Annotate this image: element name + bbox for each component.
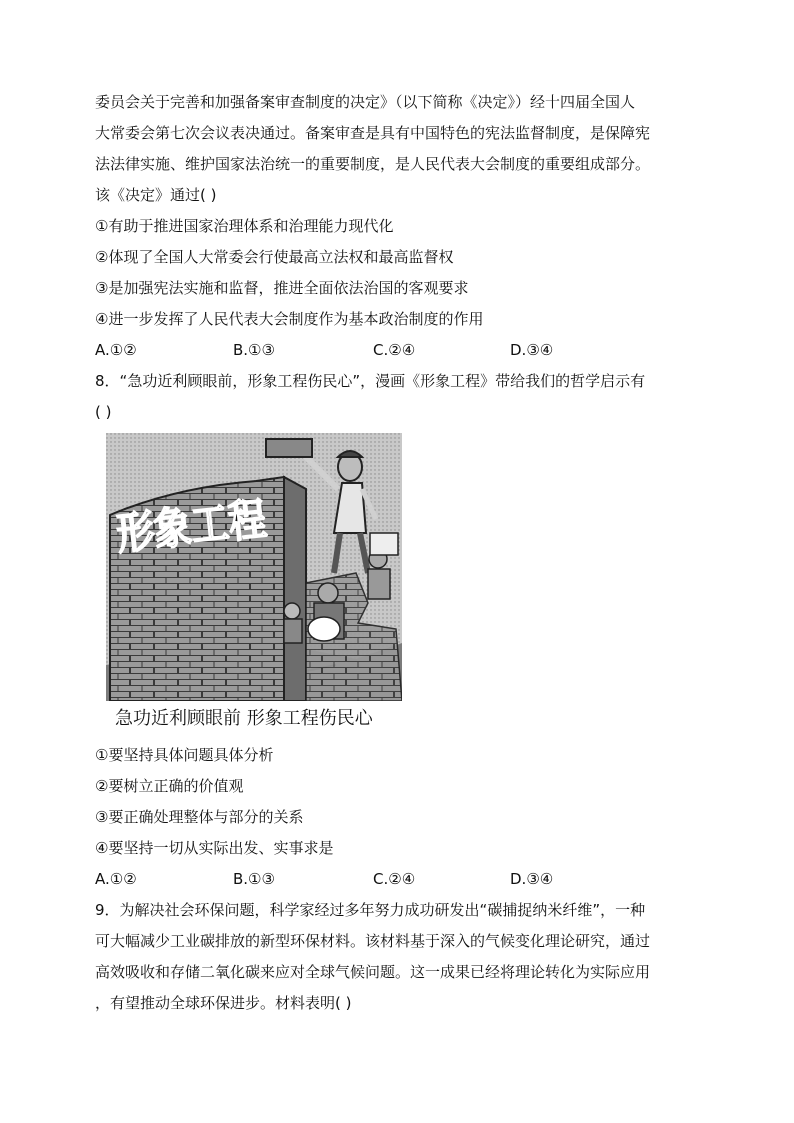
question-8-statement-4: ④要坚持一切从实际出发、实事求是 [95,839,334,857]
question-7-statement-4: ④进一步发挥了人民代表大会制度作为基本政治制度的作用 [95,310,484,328]
question-8-statement-2: ②要树立正确的价值观 [95,777,244,795]
question-7-line-2: 大常委会第七次会议表决通过。备案审查是具有中国特色的宪法监督制度，是保障宪 [95,124,651,142]
question-7-option-c: C.②④ [373,341,416,359]
question-8-option-c: C.②④ [373,870,416,888]
question-8-option-a: A.①② [95,870,137,888]
question-9 [95,900,715,1013]
question-8-statement-1: ①要坚持具体问题具体分析 [95,746,274,764]
exam-page [95,92,715,1024]
question-8-option-d: D.③④ [510,870,554,888]
question-7-statement-3: ③是加强宪法实施和监督，推进全面依法治国的客观要求 [95,279,469,297]
question-8-statement-3: ③要正确处理整体与部分的关系 [95,808,304,826]
question-9-line-2: 可大幅减少工业碳排放的新型环保材料。该材料基于深入的气候变化理论研究，通过 [95,932,651,950]
cartoon-caption: 急功近利顾眼前 形象工程伤民心 [115,708,373,729]
question-7-line-3: 法法律实施、维护国家法治统一的重要制度，是人民代表大会制度的重要组成部分。 [95,155,651,173]
question-8-options [95,869,715,889]
question-8-option-b: B.①③ [233,870,275,888]
wall-text: 形象工程 [114,491,295,561]
question-7-option-a: A.①② [95,341,137,359]
question-7-option-d: D.③④ [510,341,554,359]
question-7-statement-1: ①有助于推进国家治理体系和治理能力现代化 [95,217,394,235]
question-9-line-4: ，有望推动全球环保进步。材料表明( ) [95,994,352,1012]
question-7-option-b: B.①③ [233,341,275,359]
question-7-statement-2: ②体现了全国人大常委会行使最高立法权和最高监督权 [95,248,454,266]
question-9-line-1: 9．为解决社会环保问题，科学家经过多年努力成功研发出“碳捕捉纳米纤维”，一种 [95,901,646,919]
question-8-line-2: ( ) [95,403,112,421]
question-8-line-1: 8．“急功近利顾眼前，形象工程伤民心”，漫画《形象工程》带给我们的哲学启示有 [95,372,646,390]
question-7-options [95,340,715,360]
question-7 [95,92,715,360]
question-8 [95,371,715,889]
question-9-line-3: 高效吸收和存储二氧化碳来应对全球气候问题。这一成果已经将理论转化为实际应用 [95,963,651,981]
question-7-line-1: 委员会关于完善和加强备案审查制度的决定》（以下简称《决定》）经十四届全国人 [95,93,636,111]
question-7-line-4: 该《决定》通过( ) [95,186,217,204]
cartoon-illustration [106,433,402,701]
cartoon-image [106,433,402,701]
